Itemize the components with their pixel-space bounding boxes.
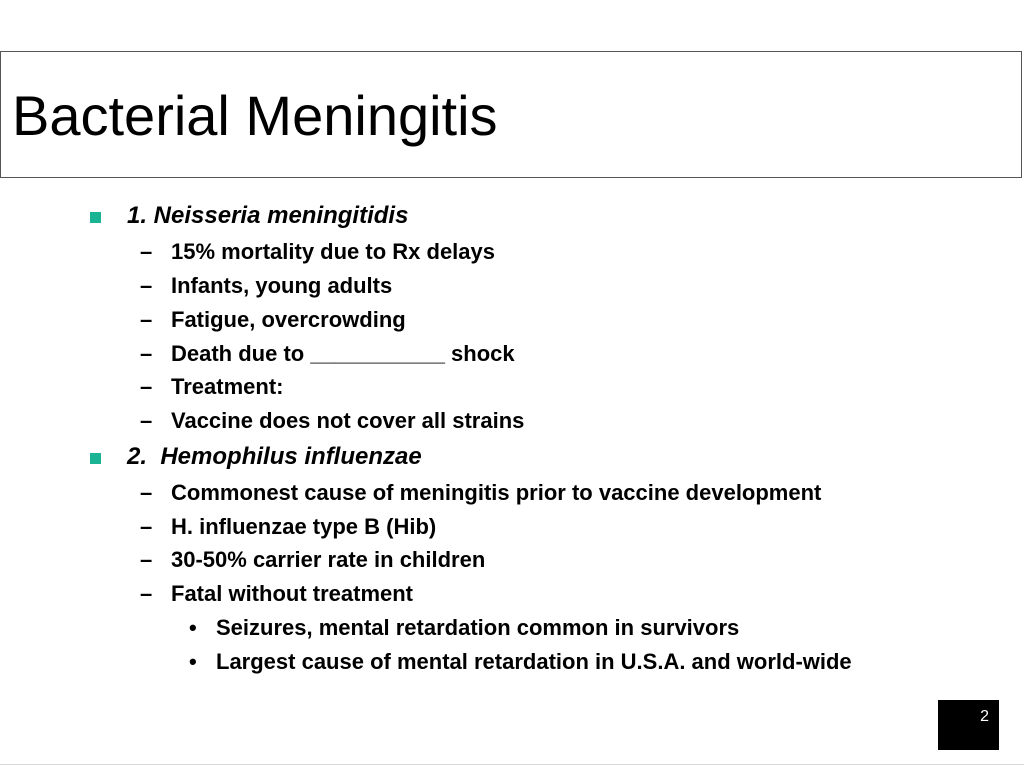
list-item: Fatigue, overcrowding [171,307,406,332]
dash-bullet-icon: – [140,374,153,399]
list-item: Treatment: [171,374,284,399]
dash-bullet-icon: – [140,408,153,433]
list-item: Commonest cause of meningitis prior to vaccine development [171,480,822,505]
section-heading-neisseria: 1. Neisseria meningitidis [127,202,409,229]
square-bullet-icon [90,212,101,223]
list-item: 15% mortality due to Rx delays [171,239,495,264]
dot-bullet-icon: • [189,615,197,640]
page-number: 2 [980,708,989,725]
list-item: 30-50% carrier rate in children [171,547,486,572]
list-item: Death due to ___________ shock [171,341,515,366]
dash-bullet-icon: – [140,581,153,606]
dash-bullet-icon: – [140,547,153,572]
dash-bullet-icon: – [140,514,153,539]
section-heading-hemophilus: 2. Hemophilus influenzae [127,443,422,470]
bottom-divider [0,764,1024,765]
page-number-badge [938,700,999,750]
slide-title: Bacterial Meningitis [12,84,498,147]
dash-bullet-icon: – [140,239,153,264]
sub-list-item: Largest cause of mental retardation in U.S.A. and world-wide [216,649,852,674]
sub-list-item: Seizures, mental retardation common in survivors [216,615,740,640]
list-item: Vaccine does not cover all strains [171,408,525,433]
dash-bullet-icon: – [140,480,153,505]
list-item: Infants, young adults [171,273,393,298]
dash-bullet-icon: – [140,341,153,366]
square-bullet-icon [90,453,101,464]
list-item: H. influenzae type B (Hib) [171,514,437,539]
list-item: Fatal without treatment [171,581,414,606]
dash-bullet-icon: – [140,273,153,298]
dot-bullet-icon: • [189,649,197,674]
dash-bullet-icon: – [140,307,153,332]
